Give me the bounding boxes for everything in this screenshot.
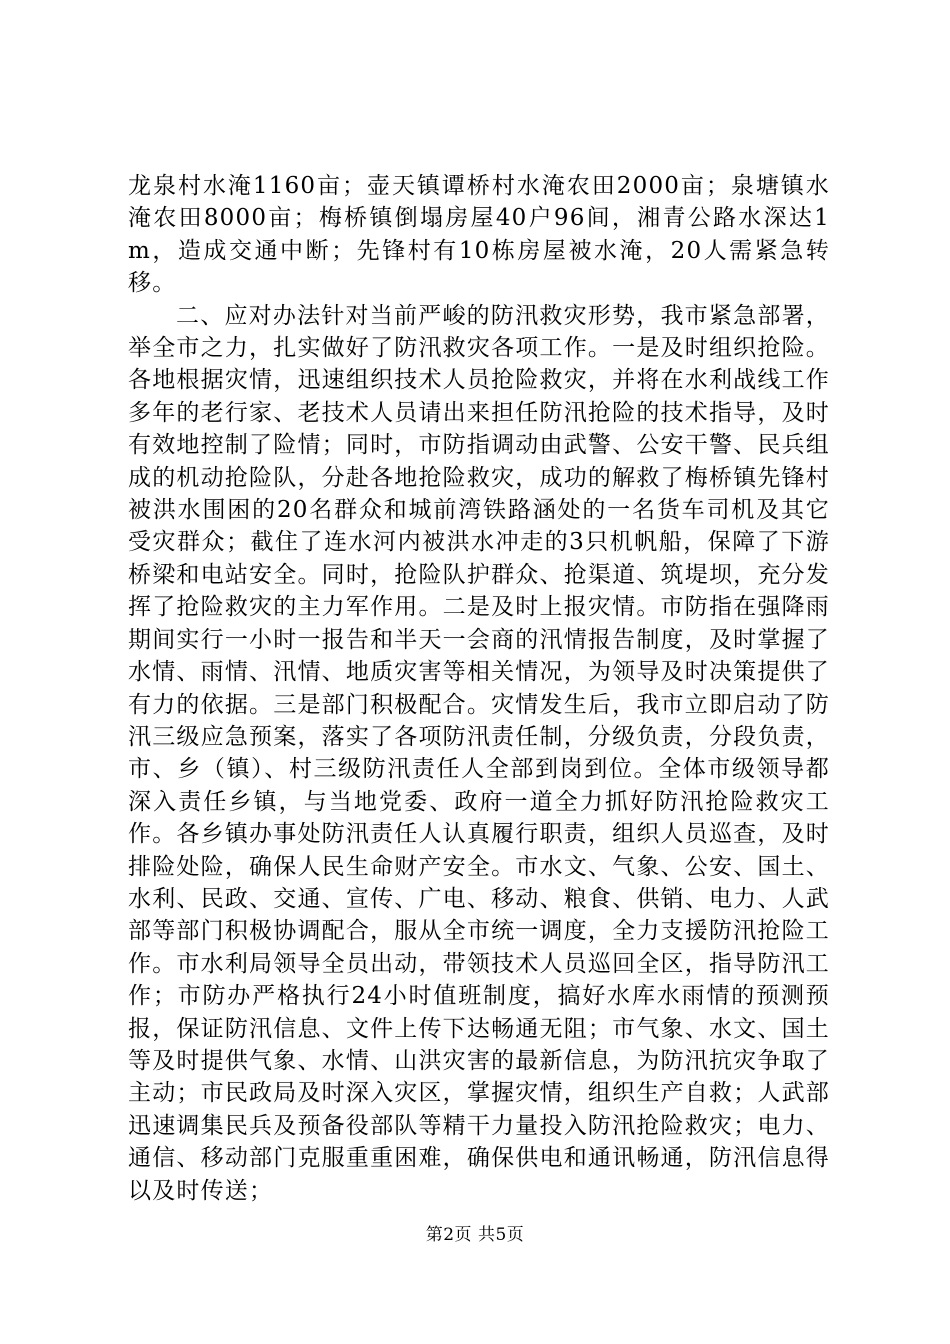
page-number-footer: 第2页 共5页 xyxy=(425,1225,525,1245)
paragraph-continuation: 龙泉村水淹1160亩；壶天镇谭桥村水淹农田2000亩；泉塘镇水淹农田8000亩；梅桥镇倒塌房屋40户96间，湘青公路水深达1m，造成交通中断；先锋村有10栋房屋被水淹，20人需紧急转移。 xyxy=(128,173,830,297)
document-body xyxy=(128,170,830,1207)
paragraph-response-measures: 二、应对办法针对当前严峻的防汛救灾形势，我市紧急部署，举全市之力，扎实做好了防汛救灾各项工作。一是及时组织抢险。各地根据灾情，迅速组织技术人员抢险救灾，并将在水利战线工作多年的老行家、老技术人员请出来担任防汛抢险的技术指导，及时有效地控制了险情；同时，市防指调动由武警、公安干警、民兵组成的机动抢险队，分赴各地抢险救灾，成功的解救了梅桥镇先锋村被洪水围困的20名群众和城前湾铁路涵处的一名货车司机及其它受灾群众；截住了连水河内被洪水冲走的3只机帆船，保障了下游桥梁和电站安全。同时，抢险队护群众、抢渠道、筑堤坝，充分发挥了抢险救灾的主力军作用。二是及时上报灾情。市防指在强降雨期间实行一小时一报告和半天一会商的汛情报告制度，及时掌握了水情、雨情、汛情、地质灾害等相关情况，为领导及时决策提供了有力的依据。三是部门积极配合。灾情发生后，我市立即启动了防汛三级应急预案，落实了各项防汛责任制，分级负责，分段负责，市、乡（镇）、村三级防汛责任人全部到岗到位。全体市级领导都深入责任乡镇，与当地党委、政府一道全力抓好防汛抢险救灾工作。各乡镇办事处防汛责任人认真履行职责，组织人员巡查，及时排险处险，确保人民生命财产安全。市水文、气象、公安、国土、水利、民政、交通、宣传、广电、移动、粮食、供销、电力、人武部等部门积极协调配合，服从全市统一调度，全力支援防汛抢险工作。市水利局领导全员出动，带领技术人员巡回全区，指导防汛工作；市防办严格执行24小时值班制度，搞好水库水雨情的预测预报，保证防汛信息、文件上传下达畅通无阻；市气象、水文、国土等及时提供气象、水情、山洪灾害的最新信息，为防汛抗灾争取了主动；市民政局及时深入灾区，掌握灾情，组织生产自救；人武部迅速调集民兵及预备役部队等精干力量投入防汛抢险救灾；电力、通信、移动部门克服重重困难，确保供电和通讯畅通，防汛信息得以及时传送； xyxy=(128,302,830,1204)
